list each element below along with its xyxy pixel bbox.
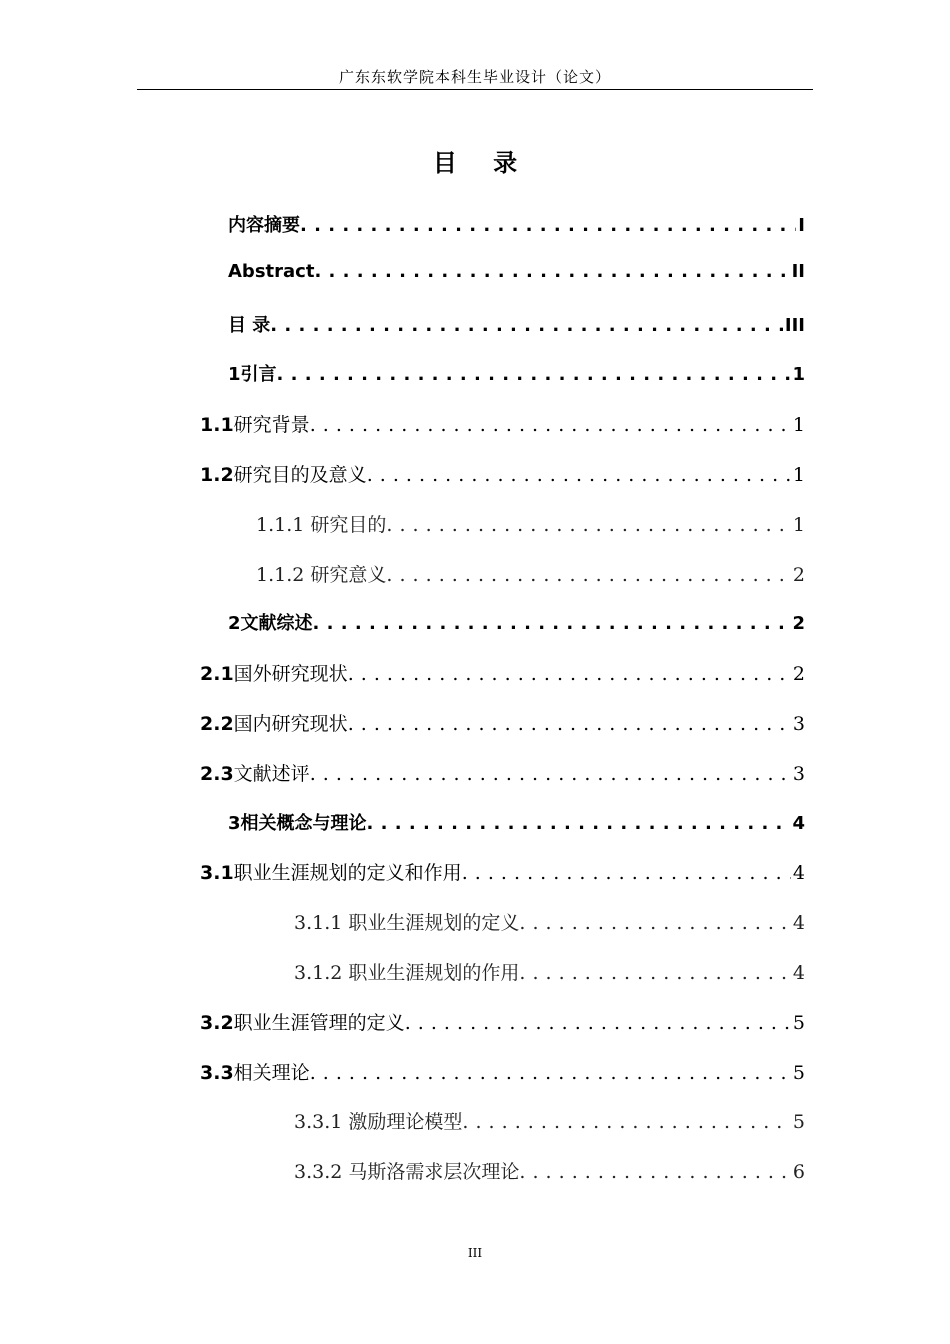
toc-entry-label: 国内研究现状	[233, 713, 348, 735]
toc-entry-page: 2	[792, 563, 805, 586]
toc-dot-leader	[519, 1161, 791, 1183]
toc-entry[interactable]	[200, 1008, 805, 1038]
page-number: III	[467, 1246, 483, 1260]
toc-entry-label: 3.3.1 激励理论模型	[294, 1111, 463, 1134]
toc-entry[interactable]	[256, 510, 805, 540]
toc-dot-leader	[314, 261, 789, 282]
toc-entry-page: 1	[792, 464, 805, 486]
toc-entry-page: 1	[792, 364, 805, 386]
toc-entry[interactable]	[228, 261, 805, 291]
toc-entry-number: 1.2	[200, 464, 234, 486]
toc-dot-leader	[405, 1012, 791, 1034]
toc-entry-page: 4	[792, 912, 805, 935]
toc-entry-page: 2	[792, 613, 805, 635]
toc-entry-page: I	[798, 215, 805, 236]
toc-entry-label: 1.1.2 研究意义	[256, 563, 387, 586]
toc-entry-number: 3.2	[200, 1011, 234, 1034]
toc-dot-leader	[310, 414, 791, 436]
toc-entry[interactable]	[228, 609, 805, 639]
toc-entry[interactable]	[294, 908, 805, 938]
toc-entry-label: 内容摘要	[228, 215, 300, 236]
toc-entry-number: 2.2	[200, 713, 234, 735]
toc-entry-number: 1	[228, 364, 241, 386]
toc-entry-label: 引言	[240, 364, 277, 386]
toc-entry-label: 目 录	[228, 314, 271, 336]
toc-dot-leader	[462, 1111, 791, 1133]
toc-entry[interactable]	[200, 759, 805, 789]
toc-dot-leader	[270, 315, 783, 336]
toc-entry-label: 研究背景	[233, 414, 310, 437]
toc-entry-number: 3.1	[200, 862, 234, 885]
toc-entry[interactable]	[228, 360, 805, 390]
toc-entry-page: 2	[792, 663, 805, 686]
toc-title: 目 录	[432, 149, 532, 177]
toc-entry-page: 5	[792, 1061, 805, 1084]
toc-dot-leader	[300, 215, 796, 236]
toc-dot-leader	[310, 1062, 791, 1084]
running-header: 广东东软学院本科生毕业设计（论文）	[338, 68, 611, 86]
toc-dot-leader	[277, 364, 791, 385]
toc-entry-page: 5	[792, 1111, 805, 1134]
toc-entry[interactable]	[200, 858, 805, 888]
toc-dot-leader	[348, 713, 791, 735]
toc-entry-label: 职业生涯管理的定义	[233, 1011, 405, 1034]
toc-entry[interactable]	[228, 809, 805, 839]
toc-entry-page: 3	[792, 762, 805, 785]
toc-dot-leader	[313, 613, 791, 634]
toc-entry-number: 3	[228, 812, 241, 834]
toc-dot-leader	[462, 862, 791, 884]
toc-entry[interactable]	[200, 460, 805, 490]
toc-entry-page: 4	[792, 812, 805, 834]
toc-dot-leader	[367, 813, 791, 834]
toc-entry-label: 研究目的及意义	[233, 464, 367, 486]
toc-entry-label: 相关概念与理论	[240, 812, 367, 834]
toc-entry-number: 1.1	[200, 414, 234, 437]
toc-entry-page: 1	[792, 414, 805, 437]
toc-entry-label: 1.1.1 研究目的	[256, 513, 387, 536]
toc-entry-label: 国外研究现状	[233, 663, 348, 686]
toc-dot-leader	[367, 464, 791, 486]
toc-entry[interactable]	[294, 958, 805, 988]
toc-entry[interactable]	[200, 410, 805, 440]
toc-entry-page: II	[791, 260, 805, 282]
toc-entry-page: III	[784, 314, 805, 336]
toc-entry[interactable]	[200, 1058, 805, 1088]
toc-entry-label: 相关理论	[233, 1061, 310, 1084]
toc-entry-label: 文献述评	[233, 762, 310, 785]
toc-dot-leader	[386, 564, 791, 586]
toc-entry-label: 3.3.2 马斯洛需求层次理论	[294, 1161, 520, 1184]
toc-entry-label: 文献综述	[240, 613, 313, 635]
toc-entry-number: 2.3	[200, 762, 234, 785]
toc-entry-page: 4	[792, 862, 805, 885]
toc-dot-leader	[348, 663, 791, 685]
toc-dot-leader	[386, 514, 791, 536]
toc-dot-leader	[519, 962, 791, 984]
toc-entry[interactable]	[200, 659, 805, 689]
toc-dot-leader	[310, 763, 791, 785]
toc-entry-number: 3.3	[200, 1061, 234, 1084]
toc-entry-label: 3.1.2 职业生涯规划的作用	[294, 962, 520, 984]
toc-entry-label: 职业生涯规划的定义和作用	[233, 862, 462, 885]
toc-entry-label: 3.1.1 职业生涯规划的定义	[294, 912, 520, 935]
toc-entry[interactable]	[228, 311, 805, 341]
toc-entry-page: 4	[792, 962, 805, 984]
toc-entry-label: Abstract	[228, 260, 315, 282]
toc-entry-page: 3	[792, 713, 805, 735]
toc-entry[interactable]	[294, 1107, 805, 1137]
toc-entry-page: 6	[792, 1161, 805, 1184]
toc-entry-page: 1	[792, 513, 805, 536]
toc-entry-page: 5	[792, 1011, 805, 1034]
toc-entry-number: 2	[228, 613, 241, 635]
toc-entry[interactable]	[256, 560, 805, 590]
toc-dot-leader	[519, 912, 791, 934]
toc-entry[interactable]	[228, 211, 805, 241]
toc-entry[interactable]	[294, 1157, 805, 1187]
toc-entry-number: 2.1	[200, 663, 234, 686]
toc-entry[interactable]	[200, 709, 805, 739]
